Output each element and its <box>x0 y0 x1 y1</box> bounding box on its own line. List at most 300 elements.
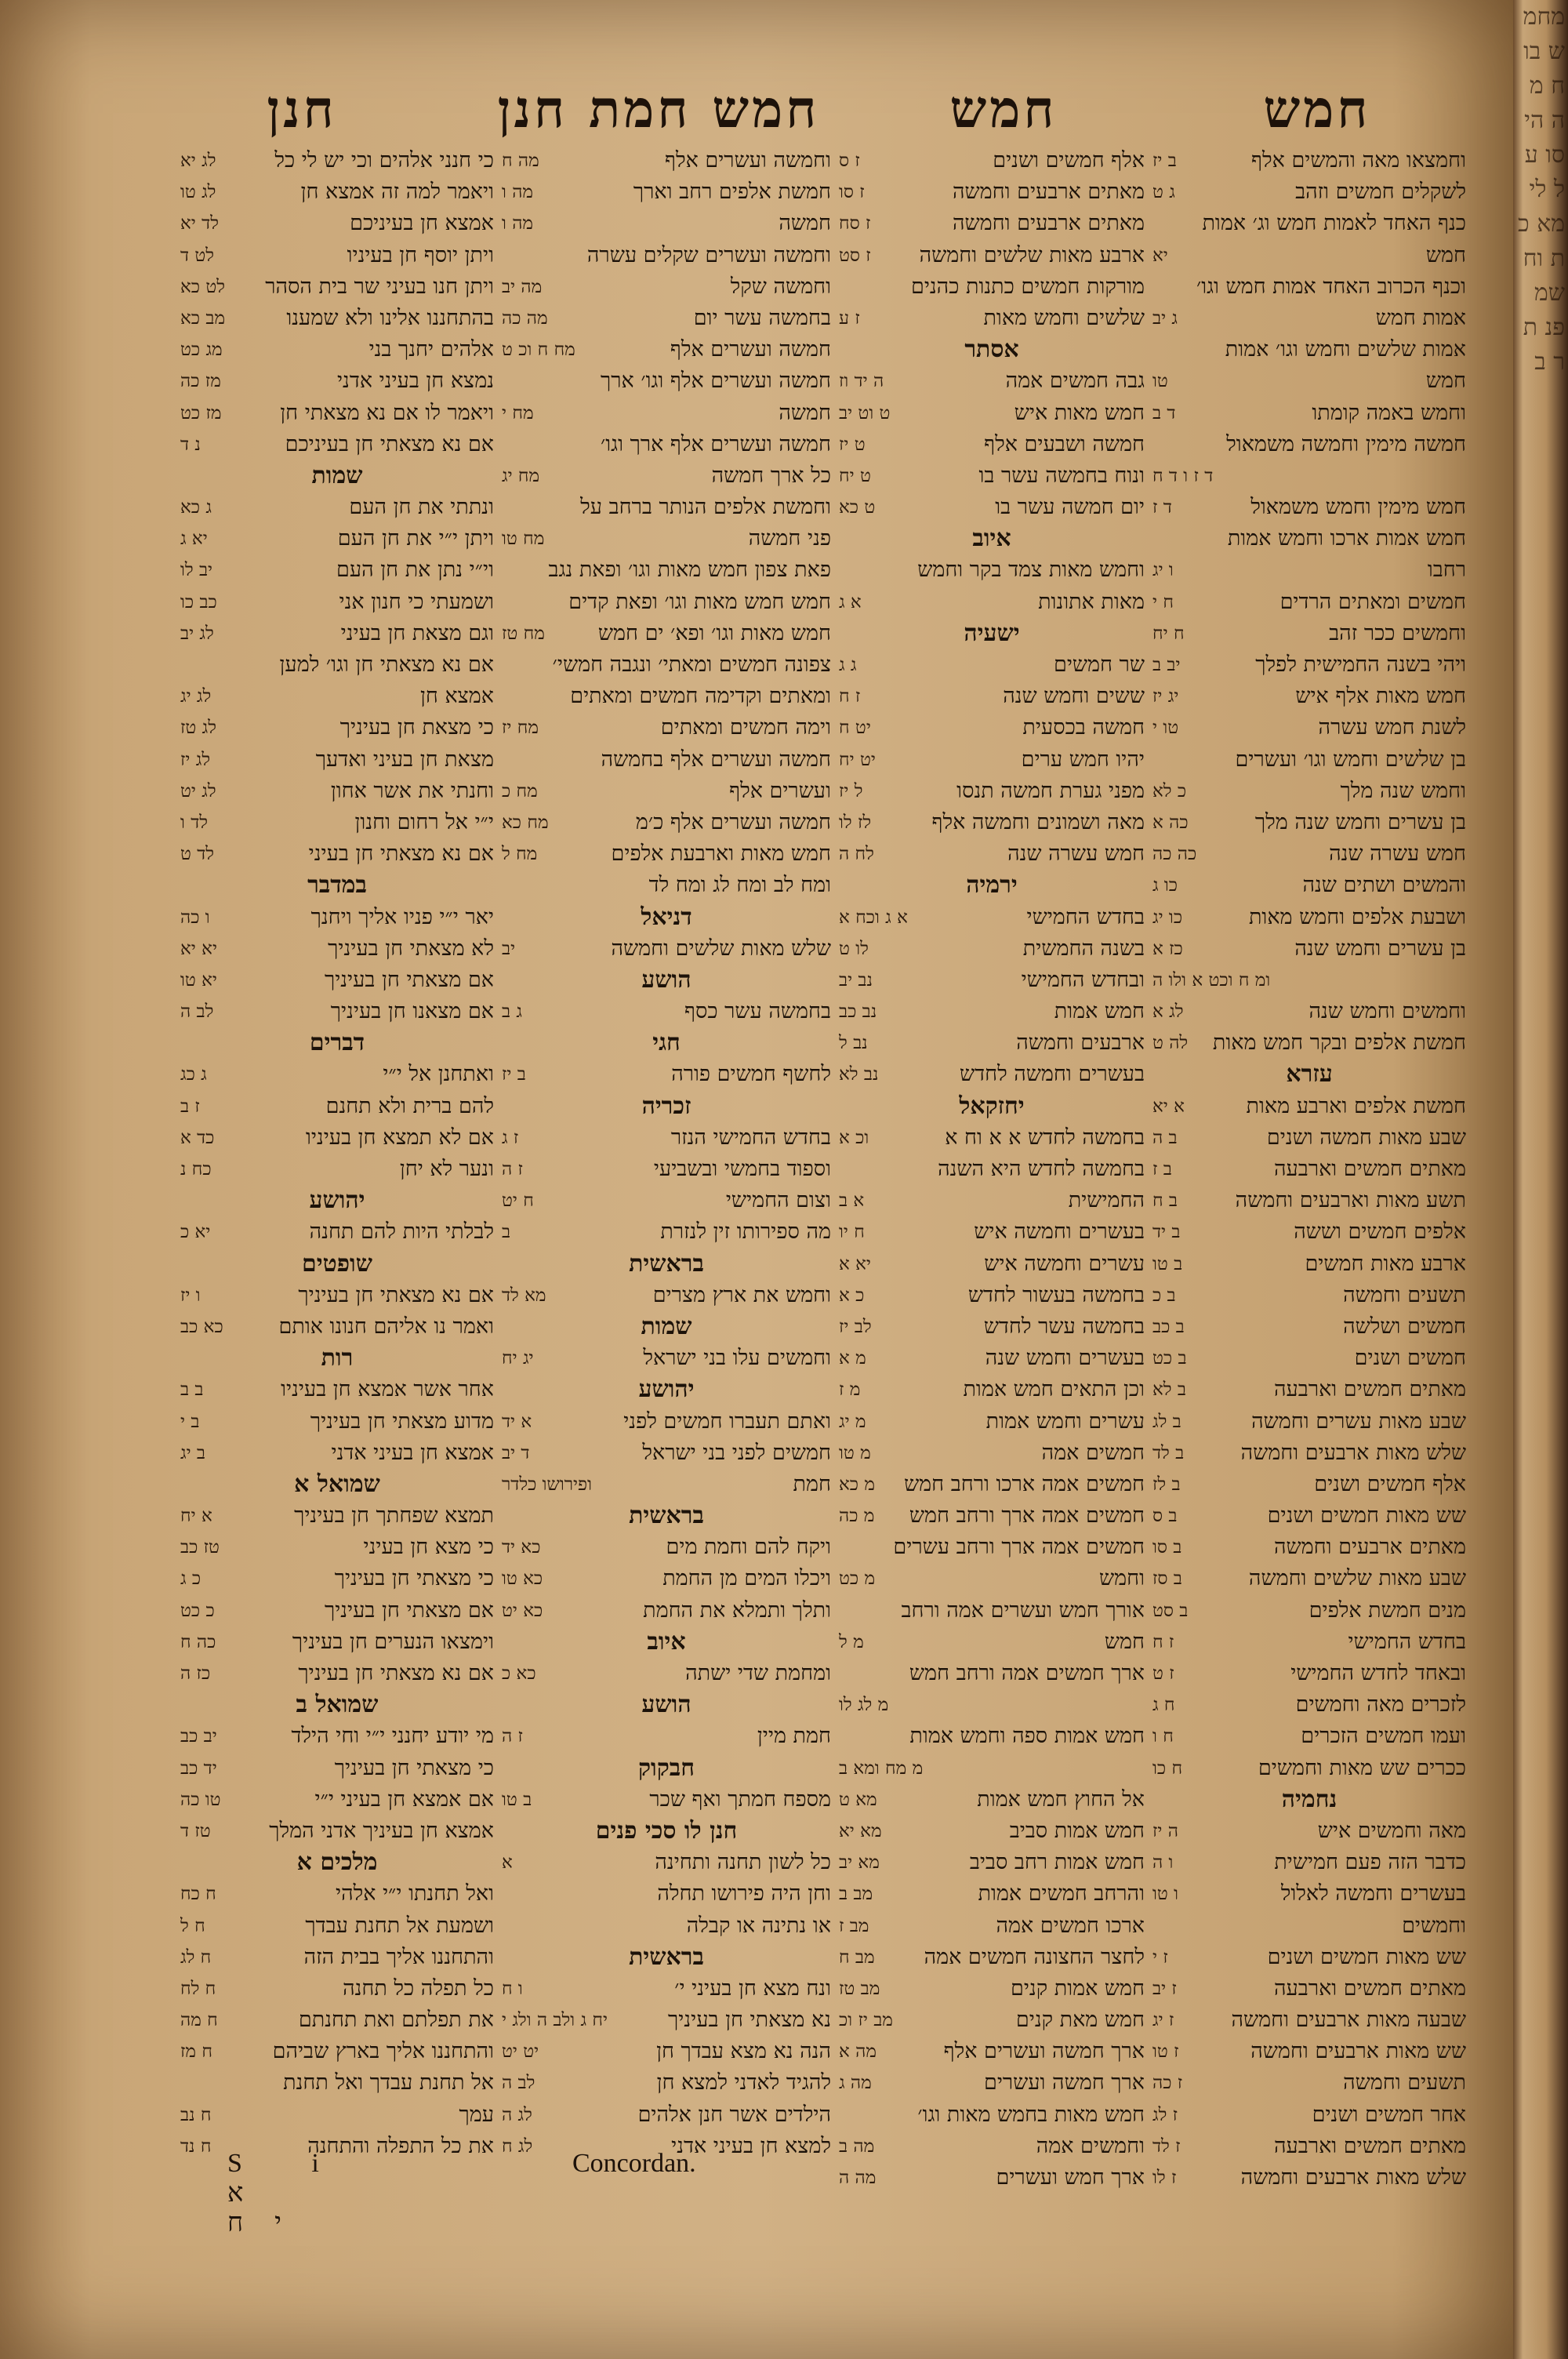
entry-text: בן עשרים וחמש שנה מלך <box>1254 809 1466 834</box>
entry-reference: ב ח <box>1152 1190 1178 1212</box>
entry-text: ארכו חמשים אמה <box>996 1913 1145 1938</box>
entry-reference: ח כח <box>180 1884 216 1905</box>
entry-line <box>1152 1374 1466 1405</box>
entry-line <box>180 744 494 776</box>
entry-line <box>839 2005 1145 2036</box>
entry-line <box>180 1627 494 1658</box>
entry-reference: יא כ <box>180 1222 211 1243</box>
entry-text: בשנה החמשית <box>1022 936 1145 961</box>
entry-reference: ז ח <box>839 686 861 707</box>
book-heading <box>180 1185 494 1216</box>
entry-text: אמצא חן <box>420 684 494 709</box>
book-heading <box>180 1469 494 1500</box>
entry-text: והתחננו אליך בבית הזה <box>303 1944 494 1969</box>
entry-text: וחמשים ככר זהב <box>1329 620 1466 645</box>
entry-reference: ז יב <box>1152 1978 1177 1999</box>
entry-text: בראשית <box>629 1502 704 1530</box>
entry-reference: מ מח ומא ב <box>839 1757 924 1779</box>
book-heading <box>502 1311 831 1343</box>
entry-text: חמש חמש מאות וגו׳ ופאת קדים <box>568 589 831 614</box>
entry-text: יהושע <box>309 1187 365 1215</box>
entry-text: חמשים אמה ארך ורחב חמש <box>909 1503 1145 1528</box>
entry-line <box>839 208 1145 239</box>
entry-text: בחמשה לחדש היא השנה <box>938 1157 1145 1181</box>
entry-line <box>839 1122 1145 1154</box>
entry-line <box>839 1658 1145 1689</box>
entry-line <box>839 303 1145 334</box>
entry-reference: טו י <box>1152 718 1179 739</box>
entry-line <box>1152 365 1466 397</box>
entry-reference: מ כה <box>839 1506 875 1527</box>
entry-reference: לב ה <box>180 1001 214 1023</box>
entry-text: חגי <box>652 1029 681 1057</box>
entry-line <box>180 1154 494 1185</box>
entry-text: מאתים ארבעים וחמשה <box>953 180 1145 205</box>
entry-text: שלש מאות ארבעים וחמשה <box>1240 2165 1466 2190</box>
entry-reference: ג כג <box>180 1064 207 1085</box>
entry-line <box>1152 460 1466 492</box>
catchword: Concordan. <box>572 2149 696 2178</box>
entry-line <box>839 271 1145 303</box>
entry-reference: ב סז <box>1152 1568 1182 1590</box>
entry-text: וי״י נתן את חן העם <box>336 558 494 583</box>
entry-line <box>180 618 494 649</box>
entry-text: ויכלו המים מן החמת <box>662 1566 831 1591</box>
entry-line <box>502 145 831 176</box>
entry-text: וחמשת אלפים הנותר ברחב על <box>580 495 831 520</box>
entry-reference <box>1152 523 1159 554</box>
entry-reference: ח כו <box>1152 1757 1183 1779</box>
entry-text: אם נא מצאתי חן בעיני <box>308 841 494 867</box>
entry-line <box>1152 1563 1466 1594</box>
entry-reference: יא ג <box>180 529 208 550</box>
entry-line <box>502 996 831 1027</box>
entry-text: לחצר החצונה חמשים אמה <box>924 1944 1145 1969</box>
entry-reference: לג יב <box>180 623 214 644</box>
entry-text: חמשת אלפים רחב וארך <box>633 180 831 205</box>
entry-text: בחמשה עשר כסף <box>684 999 831 1024</box>
entry-text: וכן התאים חמש אמות <box>963 1377 1145 1402</box>
entry-text: חמשים אמה ארכו ורחב חמש <box>904 1471 1145 1496</box>
entry-reference <box>1152 1910 1159 1942</box>
entry-text: ככרים שש מאות וחמשים <box>1258 1755 1466 1780</box>
entry-text: ונתתי את חן העם <box>349 495 494 520</box>
entry-text: ואתם תעברו חמשים לפני <box>623 1408 831 1434</box>
entry-reference: כד א <box>180 1127 215 1148</box>
entry-reference <box>839 1658 845 1689</box>
book-heading <box>180 1343 494 1374</box>
entry-reference: ב לד <box>1152 1442 1185 1463</box>
entry-line <box>1152 965 1466 996</box>
entry-reference: כה ח <box>180 1631 216 1652</box>
entry-text: ומחמת שדי ישתה <box>685 1661 831 1685</box>
entry-line <box>502 1059 831 1090</box>
entry-reference: מב ז <box>839 1915 869 1936</box>
entry-reference: מח טו <box>502 529 545 550</box>
entry-reference: מ כא <box>839 1474 875 1495</box>
entry-reference: ז לד <box>1152 2135 1181 2157</box>
entry-text: ויהי בשנה החמישית לפלך <box>1255 652 1466 677</box>
entry-line <box>502 1438 831 1469</box>
entry-reference: א ב <box>839 1190 865 1212</box>
book-heading <box>502 1249 831 1280</box>
entry-line <box>502 587 831 618</box>
entry-line <box>180 145 494 176</box>
entry-line <box>1152 2131 1466 2162</box>
entry-line <box>1152 429 1466 460</box>
entry-line <box>180 492 494 523</box>
entry-line <box>839 1469 1145 1500</box>
entry-reference: יב <box>502 938 516 959</box>
entry-reference: כ ג <box>180 1568 201 1590</box>
entry-line <box>839 1721 1145 1752</box>
entry-line <box>180 838 494 870</box>
entry-text: עמך <box>459 2102 494 2127</box>
entry-reference <box>502 1878 508 1910</box>
entry-reference: לב ה <box>502 2073 535 2094</box>
entry-text: הושע <box>641 1691 691 1719</box>
entry-reference: מח יז <box>502 718 539 739</box>
entry-text: אם נא מצאתי חן בעיניך <box>298 1661 494 1685</box>
entry-line <box>502 681 831 712</box>
entry-line <box>1152 398 1466 429</box>
entry-line <box>502 492 831 523</box>
entry-reference: מא לד <box>502 1285 546 1306</box>
entry-text: ובחדש החמישי <box>1021 967 1145 992</box>
entry-text: ומאתים וקדימה חמשים ומאתים <box>570 684 831 709</box>
entry-text: רות <box>321 1344 354 1372</box>
entry-line <box>502 334 831 365</box>
entry-reference: נב יב <box>839 969 873 990</box>
entry-reference: ט כא <box>839 497 876 518</box>
entry-line <box>839 1500 1145 1532</box>
entry-reference: כא יט <box>502 1600 543 1621</box>
entry-line <box>180 2036 494 2067</box>
entry-reference: מה ו <box>502 213 534 234</box>
entry-reference: ב ה <box>1152 1127 1178 1148</box>
entry-text: חמש מאת קנים <box>1015 2008 1145 2033</box>
entry-line <box>839 145 1145 176</box>
entry-text: חמש מאות איש <box>1014 400 1145 425</box>
entry-text: חמש אמות קנים <box>1010 1976 1145 2001</box>
entry-line <box>839 554 1145 586</box>
entry-reference: מג כט <box>180 340 223 361</box>
entry-text: וחנתי את אשר אחון <box>330 778 494 803</box>
entry-reference: מ א <box>839 1348 866 1369</box>
entry-reference: מז כה <box>180 371 221 392</box>
entry-line <box>180 1563 494 1594</box>
entry-text: מצאת חן בעיני ואדעך <box>315 747 494 772</box>
entry-line <box>502 2036 831 2067</box>
entry-text: מספח חמתך ואף שכר <box>649 1787 831 1812</box>
entry-line <box>839 1910 1145 1942</box>
entry-line <box>502 240 831 271</box>
entry-line <box>1152 145 1466 176</box>
entry-line <box>839 1532 1145 1563</box>
entry-text: וחמש את ארץ מצרים <box>652 1282 831 1307</box>
entry-reference <box>180 2067 187 2099</box>
entry-text: חמשה <box>779 211 831 236</box>
entry-reference: מה ח <box>502 151 539 171</box>
entry-text: ובאחד לחדש החמישי <box>1290 1661 1466 1685</box>
entry-reference: ו יז <box>180 1285 201 1306</box>
entry-text: חמת מיין <box>757 1724 831 1749</box>
entry-reference: א ג <box>839 591 862 612</box>
entry-line <box>502 1878 831 1910</box>
entry-reference: מ כט <box>839 1568 876 1590</box>
entry-reference: ב כט <box>1152 1348 1187 1369</box>
book-heading <box>502 965 831 996</box>
entry-line <box>502 303 831 334</box>
column-4 <box>180 145 494 2237</box>
entry-line <box>1152 870 1466 901</box>
book-heading <box>839 334 1145 365</box>
entry-text: חמשים אמה <box>1041 1440 1145 1465</box>
entry-line <box>839 996 1145 1027</box>
entry-line <box>180 1910 494 1942</box>
entry-text: ומח לב ומח לג ומח לד <box>648 873 831 898</box>
entry-reference <box>839 1532 845 1563</box>
entry-reference <box>1152 208 1159 239</box>
header-col3: חמש חמת חנן <box>497 78 820 140</box>
entry-reference: יא יא <box>180 938 217 959</box>
entry-text: אל תחנת עבדך ואל תחנת <box>283 2070 494 2095</box>
facing-page-text: מחמש בו ח מה הי סו על לי מא כת וח שמ פנ ת ר ב <box>1518 3 1565 376</box>
entry-text: חמש מאות בחמש מאות וגו׳ <box>917 2102 1145 2127</box>
entry-reference: ז כה <box>1152 2073 1183 2094</box>
header-col2: חמש <box>949 78 1058 140</box>
entry-reference: טז ד <box>180 1820 211 1841</box>
entry-text: ירמיה <box>966 871 1018 900</box>
entry-line <box>502 1185 831 1216</box>
entry-text: בעשרים וחמש שנה <box>985 1346 1145 1371</box>
entry-line <box>502 429 831 460</box>
entry-reference <box>502 681 508 712</box>
entry-reference: מח יג <box>502 465 540 486</box>
entry-text: בראשית <box>629 1943 704 1971</box>
entry-line <box>1152 492 1466 523</box>
entry-text: וימצאו הנערים חן בעיניך <box>292 1629 494 1654</box>
entry-text: לשקלים חמשים וזהב <box>1295 180 1466 205</box>
entry-reference: ז ב <box>180 1096 200 1117</box>
entry-text: ויתן י״י את חן העם <box>337 526 494 551</box>
entry-line <box>180 587 494 618</box>
entry-line <box>1152 1847 1466 1878</box>
entry-line <box>1152 1185 1466 1216</box>
entry-text: חמש <box>1104 1629 1145 1654</box>
entry-text: פאת צפון חמש מאות וגו׳ ופאת נגב <box>548 558 831 583</box>
entry-reference: מח ח וכ ט <box>502 340 575 361</box>
entry-line <box>839 429 1145 460</box>
entry-text: שלשים וחמש מאות <box>983 305 1145 330</box>
entry-text: שמות <box>311 461 363 489</box>
entry-line <box>839 1753 1145 1784</box>
entry-reference: לז לו <box>839 812 872 833</box>
entry-line <box>1152 807 1466 838</box>
entry-text: כל לשון תחנה ותחינה <box>655 1850 831 1875</box>
entry-line <box>180 807 494 838</box>
entry-text: ועמו חמשים הזכרים <box>1301 1724 1466 1749</box>
entry-reference: מ טו <box>839 1442 871 1463</box>
entry-reference: ד ז <box>1152 497 1172 518</box>
entry-reference: כו יג <box>1152 907 1183 928</box>
entry-reference: מא יב <box>839 1852 880 1874</box>
entry-reference: מה א <box>839 2041 877 2063</box>
entry-text: חמשים ושלשה <box>1343 1314 1466 1339</box>
book-heading <box>180 1847 494 1878</box>
entry-line <box>180 1595 494 1627</box>
entry-text: כדבר הזה פעם חמישית <box>1274 1850 1466 1875</box>
entry-text: חמש אמות <box>1054 999 1145 1024</box>
entry-reference: ח יח <box>1152 623 1185 644</box>
entry-line <box>180 303 494 334</box>
entry-reference: ד ז ו ד ח <box>1152 465 1214 486</box>
entry-text: חמש עשרה שנה <box>1329 841 1466 867</box>
entry-text: מפני גערת חמשה תנסו <box>956 778 1145 803</box>
entry-text: וחמשים <box>1402 1913 1466 1938</box>
book-heading <box>502 1753 831 1784</box>
entry-line <box>1152 649 1466 681</box>
entry-line <box>1152 1500 1466 1532</box>
entry-text: שלש מאות ארבעים וחמשה <box>1240 1440 1466 1465</box>
entry-line <box>180 1878 494 1910</box>
entry-line <box>839 776 1145 807</box>
entry-reference: ז לג <box>1152 2104 1178 2125</box>
entry-line <box>1152 2005 1466 2036</box>
entry-line <box>180 1816 494 1847</box>
entry-text: ושבעת אלפים וחמש מאות <box>1248 904 1466 929</box>
entry-line <box>1152 838 1466 870</box>
entry-reference: ב סט <box>1152 1600 1189 1621</box>
entry-text: אורך חמש ועשרים אמה ורחב <box>901 1598 1145 1623</box>
entry-reference: מח כא <box>502 812 549 833</box>
entry-reference: ב ב <box>180 1379 204 1401</box>
book-heading <box>502 1689 831 1721</box>
entry-text: מאה וחמשים איש <box>1317 1818 1466 1843</box>
entry-text: חבקוק <box>638 1754 695 1782</box>
entry-line <box>502 208 831 239</box>
entry-reference: ט יח <box>839 465 871 486</box>
book-heading <box>502 1091 831 1122</box>
entry-reference <box>502 240 508 271</box>
entry-line <box>502 1280 831 1311</box>
entry-line <box>1152 1280 1466 1311</box>
entry-line <box>839 2067 1145 2099</box>
entry-line <box>180 996 494 1027</box>
entry-text: מדוע מצאתי חן בעיניך <box>310 1408 494 1434</box>
entry-reference: כז ה <box>180 1663 211 1684</box>
entry-line <box>1152 1942 1466 1973</box>
entry-line <box>839 398 1145 429</box>
entry-text: וחמצאו מאה והמשים אלף <box>1251 148 1466 173</box>
entry-line <box>839 1311 1145 1343</box>
entry-line <box>180 208 494 239</box>
entry-reference: יב כב <box>180 1726 217 1747</box>
entry-line <box>1152 1658 1466 1689</box>
facing-page-edge <box>1513 0 1568 2359</box>
entry-line <box>839 587 1145 618</box>
entry-line <box>502 838 831 870</box>
entry-text: חמש אמות ארכו וחמש אמות <box>1227 526 1466 551</box>
entry-line <box>180 1280 494 1311</box>
book-heading <box>502 1627 831 1658</box>
entry-reference: יח ג ולב ה ולג י <box>502 2010 608 2031</box>
entry-line <box>502 744 831 776</box>
entry-line <box>1152 1438 1466 1469</box>
entry-line <box>180 1721 494 1752</box>
entry-text: וחמש באמה קומתו <box>1312 400 1466 425</box>
entry-text: פני חמשה <box>748 526 831 551</box>
entry-line <box>180 965 494 996</box>
entry-reference: מב טז <box>839 1978 880 1999</box>
entry-reference: נב כב <box>839 1001 877 1023</box>
entry-line <box>502 618 831 649</box>
entry-line <box>1152 1532 1466 1563</box>
entry-text: אם לא תמצא חן בעיניו <box>305 1125 494 1150</box>
entry-text: ונוח בחמשה עשר בו <box>978 463 1145 488</box>
entry-text: כי מצאתי חן בעיניך <box>334 1755 494 1780</box>
entry-reference <box>839 1154 845 1185</box>
entry-reference: מח כ <box>502 780 538 801</box>
entry-line <box>180 1658 494 1689</box>
entry-text: בעשרים וחמשה איש <box>974 1219 1145 1245</box>
entry-text: כי מצאתי חן בעיניך <box>334 1566 494 1591</box>
entry-line <box>180 2099 494 2131</box>
entry-text: שבע מאות חמשה ושנים <box>1266 1125 1466 1150</box>
entry-reference: ח מה <box>180 2010 218 2031</box>
entry-reference: ז ס <box>839 151 860 171</box>
entry-text: אלהים יחנך בני <box>368 337 494 362</box>
entry-reference: וכ א <box>839 1127 869 1148</box>
entry-text: חמשים ושנים <box>1354 1346 1466 1371</box>
entry-reference: כ לא <box>1152 780 1187 801</box>
entry-text: חמשים אמה ארך ורחב עשרים <box>893 1535 1145 1560</box>
entry-text: בעשרים וחמשה לחדש <box>959 1062 1145 1087</box>
entry-reference: לג יא <box>180 151 216 171</box>
entry-text: אם נא מצאתי חן בעיניך <box>298 1282 494 1307</box>
entry-line <box>839 1154 1145 1185</box>
book-heading <box>502 1942 831 1973</box>
entry-text: וחמש <box>1098 1566 1145 1591</box>
entry-line <box>1152 523 1466 554</box>
entry-text: לחשף חמשים פורה <box>671 1062 831 1087</box>
entry-line <box>502 1532 831 1563</box>
entry-text: אם אמצא חן בעיני י״י <box>314 1787 494 1812</box>
entry-line <box>839 1847 1145 1878</box>
entry-text: יהיו חמש ערים <box>1021 747 1145 772</box>
entry-text: בן עשרים וחמש שנה <box>1294 936 1466 961</box>
entry-reference: ב לג <box>1152 1411 1181 1432</box>
entry-text: יחזקאל <box>959 1092 1025 1120</box>
entry-line <box>180 1973 494 2005</box>
entry-line <box>839 1595 1145 1627</box>
entry-reference: לט ד <box>180 245 215 266</box>
entry-line <box>839 1784 1145 1816</box>
entry-text: ארבעים וחמשה <box>1016 1030 1145 1056</box>
entry-line <box>180 1374 494 1405</box>
entry-line <box>180 902 494 933</box>
entry-text: איוב <box>972 525 1011 553</box>
entry-line <box>180 2005 494 2036</box>
entry-text: הנה נא מצא עבדך חן <box>656 2039 831 2064</box>
entry-line <box>180 1500 494 1532</box>
entry-text: עזרא <box>1286 1060 1333 1089</box>
entry-text: וגם מצאת חן בעיני <box>340 620 494 645</box>
entry-line <box>1152 271 1466 303</box>
entry-text: בחדש החמישי הנזר <box>670 1125 831 1150</box>
entry-text: ארבע מאות שלשים וחמשה <box>919 242 1145 267</box>
entry-reference <box>502 554 508 586</box>
